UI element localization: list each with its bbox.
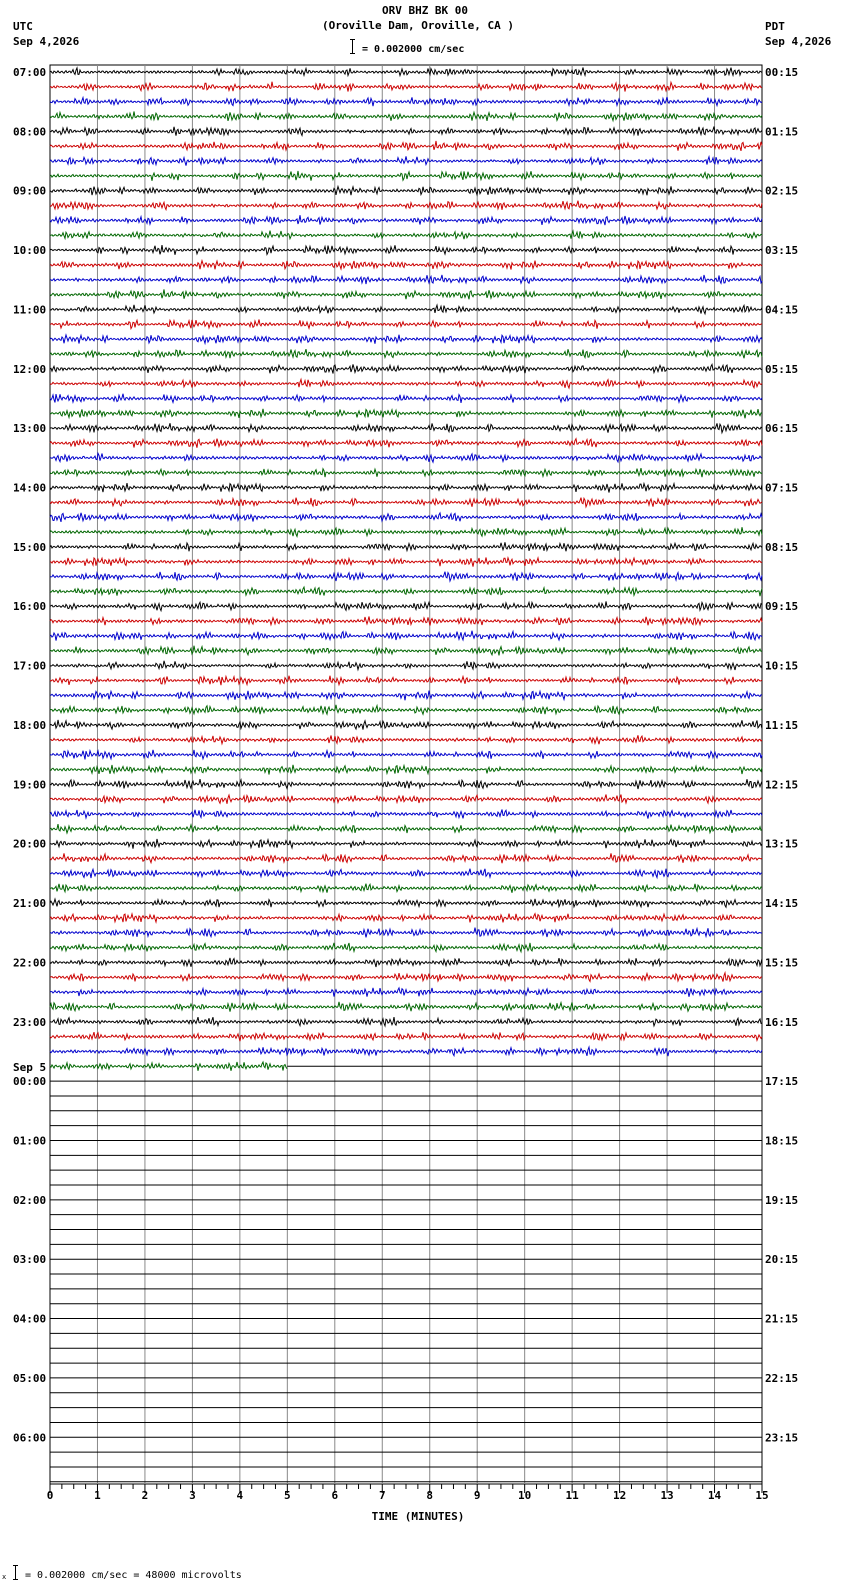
trace-row-36 xyxy=(50,601,762,610)
trace-row-31 xyxy=(50,527,762,536)
left-hour-label: 17:00 xyxy=(13,659,47,673)
trace-row-18 xyxy=(50,335,762,344)
trace-row-9 xyxy=(50,201,762,210)
trace-row-41 xyxy=(50,676,762,686)
x-tick-label: 5 xyxy=(284,1489,291,1502)
trace-row-37 xyxy=(50,617,762,626)
left-hour-label: 23:00 xyxy=(13,1015,47,1029)
trace-row-23 xyxy=(50,409,762,418)
trace-row-42 xyxy=(50,691,762,701)
x-tick-label: 2 xyxy=(141,1489,149,1502)
grid-layer xyxy=(50,65,762,1484)
trace-row-24 xyxy=(50,423,762,432)
left-hour-label: 03:00 xyxy=(13,1253,47,1267)
left-hour-label: 16:00 xyxy=(13,600,47,614)
left-hour-label: 13:00 xyxy=(13,422,47,436)
left-date: Sep 4,2026 xyxy=(13,35,80,48)
station-title: ORV BHZ BK 00 xyxy=(381,4,469,17)
right-hour-label: 20:15 xyxy=(765,1253,799,1267)
trace-row-35 xyxy=(50,587,762,596)
trace-row-26 xyxy=(50,453,762,462)
right-hour-label: 18:15 xyxy=(765,1134,799,1148)
right-hour-label: 07:15 xyxy=(765,481,799,495)
trace-row-22 xyxy=(50,394,762,403)
right-hour-label: 12:15 xyxy=(765,778,799,792)
right-hour-label: 01:15 xyxy=(765,125,799,139)
right-hour-label: 19:15 xyxy=(765,1193,799,1207)
trace-row-55 xyxy=(50,884,762,893)
x-tick-label: 13 xyxy=(660,1489,674,1502)
trace-row-54 xyxy=(50,869,762,878)
trace-row-65 xyxy=(50,1032,762,1041)
trace-row-25 xyxy=(50,439,762,448)
x-tick-label: 0 xyxy=(46,1489,54,1502)
trace-row-30 xyxy=(50,513,762,522)
footer-scale-bar-cap-top xyxy=(13,1565,18,1566)
trace-row-15 xyxy=(50,289,762,299)
left-hour-label: 11:00 xyxy=(13,303,47,317)
trace-row-1 xyxy=(50,82,762,92)
right-hour-label: 17:15 xyxy=(765,1075,799,1089)
footer-scale-bar-icon xyxy=(15,1565,16,1580)
x-tick-label: 10 xyxy=(518,1489,532,1502)
left-hour-label: 18:00 xyxy=(13,718,47,732)
trace-layer xyxy=(50,68,762,1482)
right-hour-label: 00:15 xyxy=(765,66,799,79)
left-hour-label: 15:00 xyxy=(13,540,47,554)
x-tick-label: 15 xyxy=(755,1489,769,1502)
left-hour-label: 09:00 xyxy=(13,184,47,198)
trace-row-27 xyxy=(50,468,762,477)
x-tick-label: 9 xyxy=(473,1489,481,1502)
trace-row-8 xyxy=(50,186,762,195)
x-tick-label: 7 xyxy=(378,1489,386,1502)
left-hour-label: 06:00 xyxy=(13,1431,47,1445)
trace-row-3 xyxy=(50,111,762,121)
x-tick-label: 1 xyxy=(94,1489,101,1502)
right-hour-label: 11:15 xyxy=(765,718,799,732)
left-hour-label: 14:00 xyxy=(13,481,47,495)
trace-row-38 xyxy=(50,631,762,641)
x-tick-label: 4 xyxy=(236,1489,244,1502)
trace-row-2 xyxy=(50,97,762,106)
trace-row-43 xyxy=(50,705,762,714)
trace-row-56 xyxy=(50,899,762,907)
left-hour-label: 10:00 xyxy=(13,244,47,258)
trace-row-7 xyxy=(50,171,762,181)
right-hour-label: 23:15 xyxy=(765,1431,799,1445)
right-hour-label: 04:15 xyxy=(765,303,799,317)
left-hour-label: 00:00 xyxy=(13,1075,47,1089)
left-hour-label: 04:00 xyxy=(13,1312,47,1326)
trace-row-67 xyxy=(50,1062,287,1071)
trace-row-52 xyxy=(50,839,762,849)
trace-row-58 xyxy=(50,928,762,938)
trace-row-5 xyxy=(50,141,762,151)
left-hour-label: 08:00 xyxy=(13,125,47,139)
trace-row-40 xyxy=(50,661,762,670)
trace-row-53 xyxy=(50,853,762,863)
trace-row-20 xyxy=(50,364,762,373)
trace-row-11 xyxy=(50,231,762,240)
trace-row-51 xyxy=(50,824,762,833)
right-date: Sep 4,2026 xyxy=(765,35,832,48)
x-tick-label: 14 xyxy=(707,1489,722,1502)
x-tick-label: 3 xyxy=(189,1489,196,1502)
trace-row-17 xyxy=(50,320,762,329)
trace-row-49 xyxy=(50,795,762,804)
left-hour-label: 20:00 xyxy=(13,837,47,851)
x-tick-label: 11 xyxy=(565,1489,579,1502)
right-hour-label: 15:15 xyxy=(765,956,799,970)
right-hour-label: 13:15 xyxy=(765,837,799,851)
trace-row-66 xyxy=(50,1047,762,1056)
axis-layer xyxy=(47,1484,769,1523)
trace-row-4 xyxy=(50,127,762,136)
right-hour-label: 09:15 xyxy=(765,600,799,614)
scale-label: = 0.002000 cm/sec xyxy=(362,44,465,55)
trace-row-39 xyxy=(50,646,762,656)
left-hour-label: 12:00 xyxy=(13,362,47,376)
x-tick-label: 6 xyxy=(331,1489,339,1502)
footer-prefix: x xyxy=(2,1573,7,1581)
trace-row-14 xyxy=(50,275,762,284)
trace-row-59 xyxy=(50,943,762,952)
trace-row-60 xyxy=(50,958,762,967)
right-hour-label: 05:15 xyxy=(765,362,799,376)
trace-row-0 xyxy=(50,68,762,77)
left-hour-label: 02:00 xyxy=(13,1193,47,1207)
x-axis-label: TIME (MINUTES) xyxy=(371,1510,465,1523)
left-hour-label: 01:00 xyxy=(13,1134,47,1148)
trace-row-33 xyxy=(50,558,762,567)
trace-row-61 xyxy=(50,973,762,982)
plot-frame xyxy=(50,65,762,1484)
trace-row-64 xyxy=(50,1017,762,1026)
trace-row-45 xyxy=(50,735,762,744)
trace-row-32 xyxy=(50,542,762,551)
trace-row-16 xyxy=(50,305,762,314)
trace-row-46 xyxy=(50,750,762,760)
left-hour-label: 21:00 xyxy=(13,897,47,911)
right-hour-label: 14:15 xyxy=(765,897,799,911)
right-hour-label: 03:15 xyxy=(765,244,799,258)
x-tick-label: 8 xyxy=(426,1489,434,1502)
trace-row-47 xyxy=(50,765,762,775)
left-hour-label: 05:00 xyxy=(13,1371,47,1385)
date-change-label: Sep 5 xyxy=(13,1061,47,1075)
right-hour-label: 10:15 xyxy=(765,659,799,673)
trace-row-34 xyxy=(50,572,762,581)
trace-row-63 xyxy=(50,1002,762,1012)
trace-row-44 xyxy=(50,720,762,730)
trace-row-50 xyxy=(50,810,762,819)
trace-row-48 xyxy=(50,779,762,789)
trace-row-13 xyxy=(50,261,762,270)
trace-row-62 xyxy=(50,988,762,997)
trace-row-29 xyxy=(50,498,762,507)
left-timezone: UTC xyxy=(13,20,33,33)
x-tick-label: 12 xyxy=(612,1489,627,1502)
right-hour-label: 16:15 xyxy=(765,1015,799,1029)
trace-row-12 xyxy=(50,245,762,255)
left-hour-label: 07:00 xyxy=(13,66,47,79)
left-hour-label: 19:00 xyxy=(13,778,47,792)
trace-row-6 xyxy=(50,156,762,165)
right-hour-label: 06:15 xyxy=(765,422,799,436)
right-hour-label: 22:15 xyxy=(765,1371,799,1385)
trace-row-57 xyxy=(50,914,762,923)
right-hour-label: 08:15 xyxy=(765,540,799,554)
footer-scale-note: = 0.002000 cm/sec = 48000 microvolts xyxy=(25,1570,242,1581)
trace-row-21 xyxy=(50,379,762,388)
trace-row-28 xyxy=(50,483,762,492)
trace-row-10 xyxy=(50,215,762,225)
right-hour-label: 21:15 xyxy=(765,1312,799,1326)
left-hour-label: 22:00 xyxy=(13,956,47,970)
station-location: (Oroville Dam, Oroville, CA ) xyxy=(321,19,515,32)
right-hour-label: 02:15 xyxy=(765,184,799,198)
footer-scale-bar-cap-bottom xyxy=(13,1579,18,1580)
right-timezone: PDT xyxy=(765,20,785,33)
trace-row-19 xyxy=(50,349,762,358)
